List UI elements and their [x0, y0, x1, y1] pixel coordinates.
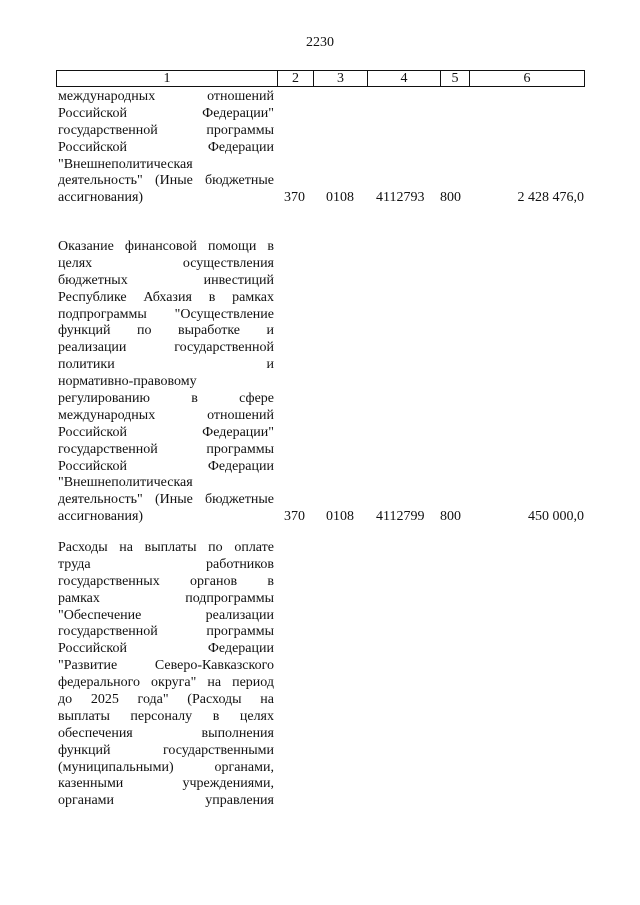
- description-line: труда работников: [58, 556, 274, 572]
- description-line: Расходы на выплаты по оплате: [58, 540, 274, 555]
- table-header-row: [56, 70, 585, 87]
- table-row-1-col2: 370: [284, 190, 305, 205]
- description-line: "Внешнеполитическая: [58, 475, 193, 491]
- description-line: Оказание финансовой помощи в: [58, 239, 274, 254]
- table-row-2-col5: 800: [440, 509, 461, 524]
- description-line: целях осуществления: [58, 255, 274, 271]
- description-line: казенными учреждениями,: [58, 776, 274, 792]
- column-header-2: 2: [278, 71, 314, 86]
- description-line: выплаты персоналу в целях: [58, 708, 274, 724]
- description-line: Российской Федерации": [58, 424, 274, 440]
- description-line: Российской Федерации": [58, 105, 274, 121]
- table-row-2-col6: 450 000,0: [528, 509, 584, 524]
- description-line: политики и: [58, 357, 274, 373]
- description-line: "Внешнеполитическая: [58, 156, 193, 172]
- table-row-2-col2: 370: [284, 509, 305, 524]
- description-line: функций государственными: [58, 742, 274, 758]
- description-line: деятельность" (Иные бюджетные: [58, 173, 274, 189]
- description-line: Российской Федерации: [58, 458, 274, 474]
- description-line: нормативно-правовому: [58, 374, 197, 390]
- column-header-5: 5: [441, 71, 470, 86]
- description-line: функций по выработке и: [58, 323, 274, 339]
- description-line: регулированию в сфере: [58, 391, 274, 407]
- table-row-2-col3: 0108: [326, 509, 354, 524]
- description-line: до 2025 года" (Расходы на: [58, 692, 274, 708]
- table-row-1-col6: 2 428 476,0: [517, 190, 584, 205]
- column-header-3: 3: [314, 71, 368, 86]
- table-row-2-description: [58, 239, 274, 526]
- description-line: ассигнования): [58, 190, 144, 206]
- description-line: рамках подпрограммы: [58, 590, 274, 606]
- column-header-4: 4: [368, 71, 441, 86]
- description-line: государственной программы: [58, 624, 274, 640]
- description-line: государственных органов в: [58, 573, 274, 589]
- description-line: "Развитие Северо-Кавказского: [58, 658, 274, 674]
- description-line: "Обеспечение реализации: [58, 607, 274, 623]
- description-line: деятельность" (Иные бюджетные: [58, 492, 274, 508]
- description-line: бюджетных инвестиций: [58, 272, 274, 288]
- description-line: ассигнования): [58, 509, 144, 525]
- description-line: международных отношений: [58, 89, 274, 104]
- page-number: 2230: [306, 35, 334, 50]
- description-line: государственной программы: [58, 441, 274, 457]
- description-line: государственной программы: [58, 122, 274, 138]
- description-line: органами управления: [58, 793, 274, 809]
- description-line: реализации государственной: [58, 340, 274, 356]
- table-row-1-col3: 0108: [326, 190, 354, 205]
- description-line: федерального округа" на период: [58, 675, 274, 691]
- description-line: Республике Абхазия в рамках: [58, 289, 274, 305]
- table-row-1-col4: 4112793: [376, 190, 425, 205]
- table-row-2-col4: 4112799: [376, 509, 425, 524]
- table-row-1-description: [58, 89, 274, 207]
- description-line: (муниципальными) органами,: [58, 759, 274, 775]
- description-line: Российской Федерации: [58, 139, 274, 155]
- description-line: подпрограммы "Осуществление: [58, 306, 274, 322]
- column-header-1: 1: [57, 71, 278, 86]
- table-row-3-description: [58, 540, 274, 810]
- description-line: обеспечения выполнения: [58, 725, 274, 741]
- description-line: международных отношений: [58, 407, 274, 423]
- description-line: Российской Федерации: [58, 641, 274, 657]
- column-header-6: 6: [523, 71, 531, 86]
- table-row-1-col5: 800: [440, 190, 461, 205]
